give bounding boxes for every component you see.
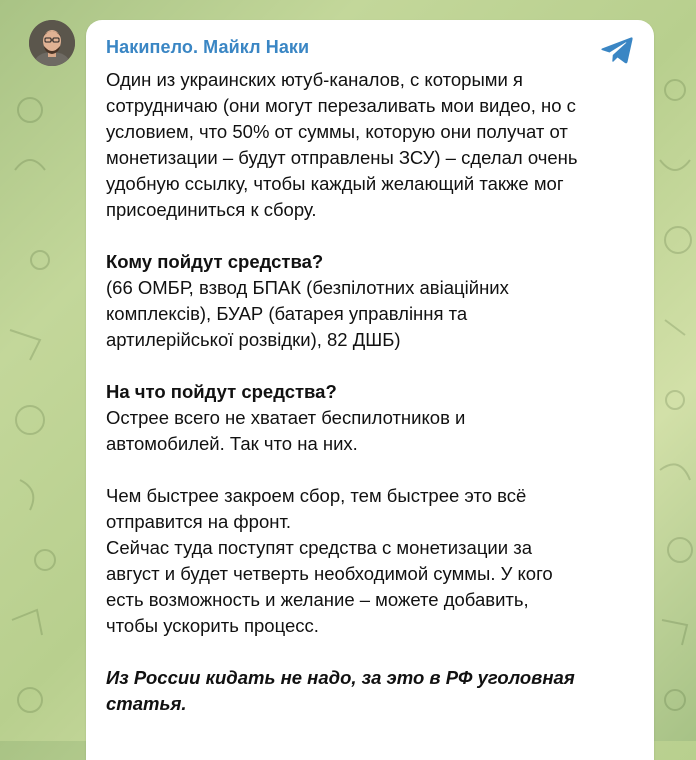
text-line: (66 ОМБР, взвод БПАК (безпілотних авіаційних bbox=[106, 277, 509, 298]
channel-avatar[interactable] bbox=[29, 20, 75, 66]
text-line: присоединиться к сбору. bbox=[106, 199, 317, 220]
text-line: сотрудничаю (они могут перезаливать мои видео, но с bbox=[106, 95, 576, 116]
paragraph-gap bbox=[106, 353, 636, 379]
warning-text: Из России кидать не надо, за это в РФ уголовная bbox=[106, 667, 575, 688]
avatar-portrait-icon bbox=[29, 20, 75, 66]
paragraph-gap bbox=[106, 223, 636, 249]
text-line: Острее всего не хватает беспилотников и bbox=[106, 407, 466, 428]
text-line: комплексів), БУАР (батарея управління та bbox=[106, 303, 468, 324]
warning-text: статья. bbox=[106, 693, 187, 714]
text-line: есть возможность и желание – можете добавить, bbox=[106, 589, 529, 610]
section-heading-recipients: Кому пойдут средства? bbox=[106, 251, 324, 272]
telegram-logo-icon bbox=[600, 35, 634, 65]
text-line: отправится на фронт. bbox=[106, 511, 292, 532]
section-heading-purpose: На что пойдут средства? bbox=[106, 381, 337, 402]
text-line: удобную ссылку, чтобы каждый желающий также мог bbox=[106, 173, 564, 194]
message-text bbox=[106, 67, 636, 717]
paragraph-gap bbox=[106, 639, 636, 665]
channel-name[interactable]: Накипело. Майкл Наки bbox=[106, 37, 310, 57]
text-line: Один из украинских ютуб-каналов, с которыми я bbox=[106, 69, 523, 90]
text-line: условием, что 50% от суммы, которую они получат от bbox=[106, 121, 568, 142]
text-line: монетизации – будут отправлены ЗСУ) – сделал очень bbox=[106, 147, 578, 168]
text-line: Сейчас туда поступят средства с монетизации за bbox=[106, 537, 533, 558]
text-line: артилерійської розвідки), 82 ДШБ) bbox=[106, 329, 401, 350]
text-line: автомобилей. Так что на них. bbox=[106, 433, 358, 454]
text-line: чтобы ускорить процесс. bbox=[106, 615, 319, 636]
text-line: август и будет четверть необходимой суммы. У кого bbox=[106, 563, 553, 584]
text-line: Чем быстрее закроем сбор, тем быстрее это всё bbox=[106, 485, 527, 506]
paragraph-gap bbox=[106, 457, 636, 483]
message-bubble bbox=[86, 20, 654, 760]
